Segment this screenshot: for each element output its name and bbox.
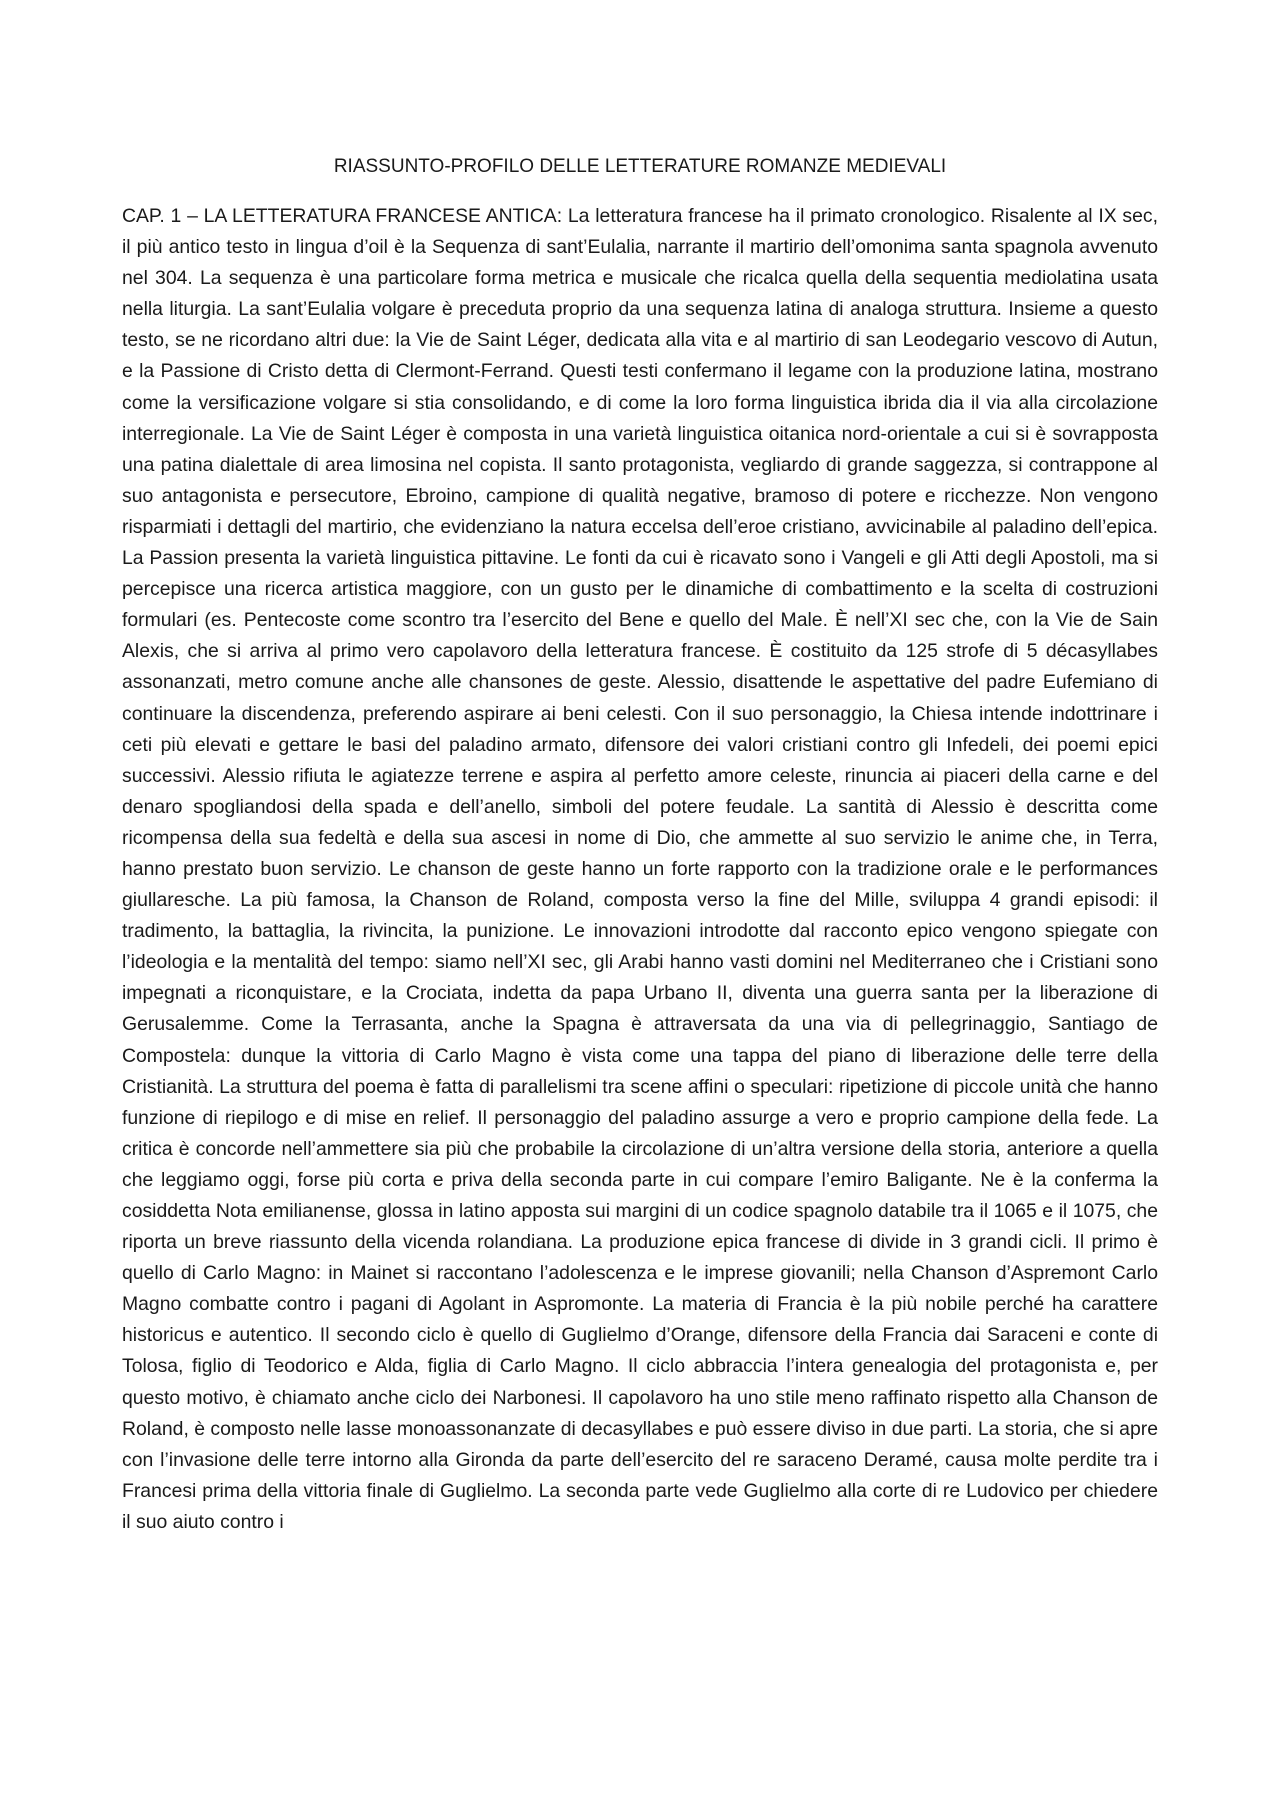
document-title: RIASSUNTO-PROFILO DELLE LETTERATURE ROMANZE MEDIEVALI: [333, 156, 947, 177]
document-body-paragraph: CAP. 1 – LA LETTERATURA FRANCESE ANTICA: La letteratura francese ha il primato cronologico. Risalente al IX sec, il più antico testo in lingua d’oil è la Sequenza di sant’Eulalia, narrante il martirio dell’omonima santa spagnola avvenuto nel 304. La sequenza è una particolare forma metrica e musicale che ricalca quella della sequentia mediolatina usata nella liturgia. La sant’Eulalia volgare è preceduta proprio da una sequenza latina di analoga struttura. Insieme a questo testo, se ne ricordano altri due: la Vie de Saint Léger, dedicata alla vita e al martirio di san Leodegario vescovo di Autun, e la Passione di Cristo detta di Clermont-Ferrand. Questi testi confermano il legame con la produzione latina, mostrano come la versificazione volgare si stia consolidando, e di come la loro forma linguistica ibrida dia il via alla circolazione interregionale. La Vie de Saint Léger è composta in una varietà linguistica oitanica nord-orientale a cui si è sovrapposta una patina dialettale di area limosina nel copista. Il santo protagonista, vegliardo di grande saggezza, si contrappone al suo antagonista e persecutore, Ebroino, campione di qualità negative, bramoso di potere e ricchezze. Non vengono risparmiati i dettagli del martirio, che evidenziano la natura eccelsa dell’eroe cristiano, avvicinabile al paladino dell’epica. La Passion presenta la varietà linguistica pittavine. Le fonti da cui è ricavato sono i Vangeli e gli Atti degli Apostoli, ma si percepisce una ricerca artistica maggiore, con un gusto per le dinamiche di combattimento e la scelta di costruzioni formulari (es. Pentecoste come scontro tra l’esercito del Bene e quello del Male. È nell’XI sec che, con la Vie de Sain Alexis, che si arriva al primo vero capolavoro della letteratura francese. È costituito da 125 strofe di 5 décasyllabes assonanzati, metro comune anche alle chansones de geste. Alessio, disattende le aspettative del padre Eufemiano di continuare la discendenza, preferendo aspirare ai beni celesti. Con il suo personaggio, la Chiesa intende indottrinare i ceti più elevati e gettare le basi del paladino armato, difensore dei valori cristiani contro gli Infedeli, dei poemi epici successivi. Alessio rifiuta le agiatezze terrene e aspira al perfetto amore celeste, rinuncia ai piaceri della carne e del denaro spogliandosi della spada e dell’anello, simboli del potere feudale. La santità di Alessio è descritta come ricompensa della sua fedeltà e della sua ascesi in nome di Dio, che ammette al suo servizio le anime che, in Terra, hanno prestato buon servizio. Le chanson de geste hanno un forte rapporto con la tradizione orale e le performances giullaresche. La più famosa, la Chanson de Roland, composta verso la fine del Mille, sviluppa 4 grandi episodi: il tradimento, la battaglia, la rivincita, la punizione. Le innovazioni introdotte dal racconto epico vengono spiegate con l’ideologia e la mentalità del tempo: siamo nell’XI sec, gli Arabi hanno vasti domini nel Mediterraneo che i Cristiani sono impegnati a riconquistare, e la Crociata, indetta da papa Urbano II, diventa una guerra santa per la liberazione di Gerusalemme. Come la Terrasanta, anche la Spagna è attraversata da una via di pellegrinaggio, Santiago de Compostela: dunque la vittoria di Carlo Magno è vista come una tappa del piano di liberazione delle terre della Cristianità. La struttura del poema è fatta di parallelismi tra scene affini o speculari: ripetizione di piccole unità che hanno funzione di riepilogo e di mise en relief. Il personaggio del paladino assurge a vero e proprio campione della fede. La critica è concorde nell’ammettere sia più che probabile la circolazione di un’altra versione della storia, anteriore a quella che leggiamo oggi, forse più corta e priva della seconda parte in cui compare l’emiro Baligante. Ne è la conferma la cosiddetta Nota emilianense, glossa in latino apposta sui margini di un codice spagnolo databile tra il 1065 e il 1075, che riporta un breve riassunto della vicenda rolandiana. La produzione epica francese di divide in 3 grandi cicli. Il primo è quello di Carlo Magno: in Mainet si raccontano l’adolescenza e le imprese giovanili; nella Chanson d’Aspremont Carlo Magno combatte contro i pagani di Agolant in Aspromonte. La materia di Francia è la più nobile perché ha carattere historicus e autentico. Il secondo ciclo è quello di Guglielmo d’Orange, difensore della Francia dai Saraceni e conte di Tolosa, figlio di Teodorico e Alda, figlia di Carlo Magno. Il ciclo abbraccia l’intera genealogia del protagonista e, per questo motivo, è chiamato anche ciclo dei Narbonesi. Il capolavoro ha uno stile meno raffinato rispetto alla Chanson de Roland, è composto nelle lasse monoassonanzate di decasyllabes e può essere diviso in due parti. La storia, che si apre con l’invasione delle terre intorno alla Gironda da parte dell’esercito del re saraceno Deramé, causa molte perdite tra i Francesi prima della vittoria finale di Guglielmo. La seconda parte vede Guglielmo alla corte di re Ludovico per chiedere il suo aiuto contro i: [122, 205, 1158, 1533]
